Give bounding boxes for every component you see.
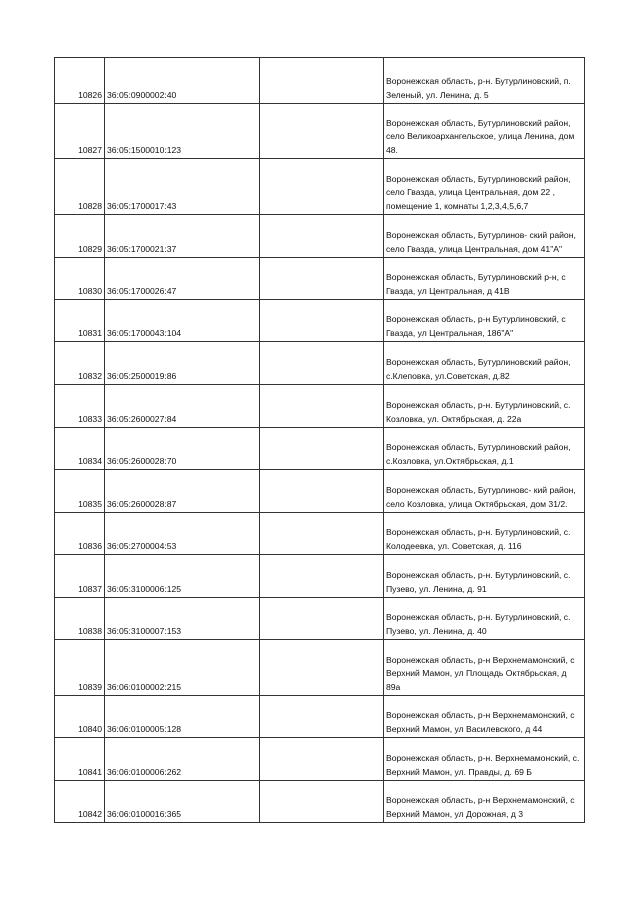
cadastral-number: 36:06:0100002:215 — [105, 640, 260, 696]
address-cell: Воронежская область, Бутурлинов- ский район, село Гвазда, улица Центральная, дом 41"А" — [384, 215, 585, 258]
empty-cell — [260, 696, 384, 738]
row-number: 10837 — [55, 555, 105, 598]
address-cell: Воронежская область, р-н Верхнемамонский, с Верхний Мамон, ул Дорожная, д 3 — [384, 781, 585, 823]
cadastral-number: 36:05:2500019:86 — [105, 342, 260, 385]
address-cell: Воронежская область, р-н. Бутурлиновский, п. Зеленый, ул. Ленина, д. 5 — [384, 58, 585, 104]
empty-cell — [260, 258, 384, 300]
cadastral-number: 36:05:1700017:43 — [105, 159, 260, 215]
address-cell: Воронежская область, р-н Верхнемамонский, с Верхний Мамон, ул Василевского, д 44 — [384, 696, 585, 738]
cadastral-number: 36:05:1500010:123 — [105, 104, 260, 159]
cadastral-number: 36:05:1700021:37 — [105, 215, 260, 258]
empty-cell — [260, 104, 384, 159]
row-number: 10835 — [55, 470, 105, 513]
cadastral-number: 36:05:1700043:104 — [105, 300, 260, 342]
row-number: 10842 — [55, 781, 105, 823]
address-cell: Воронежская область, р-н. Верхнемамонский, с. Верхний Мамон, ул. Правды, д. 69 Б — [384, 738, 585, 781]
row-number: 10836 — [55, 513, 105, 555]
table-row — [55, 640, 585, 696]
cadastral-number: 36:05:2600027:84 — [105, 385, 260, 428]
row-number: 10840 — [55, 696, 105, 738]
table-row — [55, 58, 585, 104]
table-row — [55, 104, 585, 159]
table-row — [55, 738, 585, 781]
table-row — [55, 300, 585, 342]
empty-cell — [260, 640, 384, 696]
table-row — [55, 513, 585, 555]
cadastral-number: 36:05:2600028:70 — [105, 428, 260, 470]
address-cell: Воронежская область, р-н. Бутурлиновский, с. Козловка, ул. Октябрьская, д. 22а — [384, 385, 585, 428]
table-row — [55, 159, 585, 215]
address-cell: Воронежская область, р-н. Бутурлиновский, с. Колодеевка, ул. Советская, д. 116 — [384, 513, 585, 555]
cadastral-number: 36:05:2600028:87 — [105, 470, 260, 513]
row-number: 10827 — [55, 104, 105, 159]
address-cell: Воронежская область, р-н. Бутурлиновский, с. Пузево, ул. Ленина, д. 40 — [384, 598, 585, 640]
table-row — [55, 470, 585, 513]
empty-cell — [260, 428, 384, 470]
empty-cell — [260, 513, 384, 555]
empty-cell — [260, 555, 384, 598]
cadastral-number: 36:05:0900002:40 — [105, 58, 260, 104]
address-cell: Воронежская область, Бутурлиновский район, с.Козловка, ул.Октябрьская, д.1 — [384, 428, 585, 470]
row-number: 10828 — [55, 159, 105, 215]
table-row — [55, 781, 585, 823]
table-row — [55, 696, 585, 738]
address-cell: Воронежская область, р-н Верхнемамонский, с Верхний Мамон, ул Площадь Октябрьская, д 89а — [384, 640, 585, 696]
empty-cell — [260, 58, 384, 104]
address-cell: Воронежская область, Бутурлиновский район, село Гвазда, улица Центральная, дом 22 , помещение 1, комнаты 1,2,3,4,5,6,7 — [384, 159, 585, 215]
address-cell: Воронежская область, р-н. Бутурлиновский, с. Пузево, ул. Ленина, д. 91 — [384, 555, 585, 598]
table-row — [55, 598, 585, 640]
cadastral-number: 36:06:0100006:262 — [105, 738, 260, 781]
empty-cell — [260, 342, 384, 385]
table-row — [55, 555, 585, 598]
cadastral-number: 36:05:2700004:53 — [105, 513, 260, 555]
row-number: 10838 — [55, 598, 105, 640]
table-row — [55, 258, 585, 300]
cadastral-number: 36:05:1700026:47 — [105, 258, 260, 300]
address-cell: Воронежская область, р-н Бутурлиновский, с Гвазда, ул Центральная, 186"А" — [384, 300, 585, 342]
row-number: 10833 — [55, 385, 105, 428]
row-number: 10834 — [55, 428, 105, 470]
row-number: 10831 — [55, 300, 105, 342]
cadastral-number: 36:05:3100007:153 — [105, 598, 260, 640]
registry-body — [55, 58, 585, 823]
address-cell: Воронежская область, Бутурлиновский р-н, с Гвазда, ул Центральная, д 41В — [384, 258, 585, 300]
empty-cell — [260, 598, 384, 640]
empty-cell — [260, 470, 384, 513]
empty-cell — [260, 300, 384, 342]
table-row — [55, 428, 585, 470]
empty-cell — [260, 781, 384, 823]
address-cell: Воронежская область, Бутурлиновс- кий район, село Козловка, улица Октябрьская, дом 31/2. — [384, 470, 585, 513]
empty-cell — [260, 738, 384, 781]
row-number: 10829 — [55, 215, 105, 258]
cadastral-number: 36:06:0100005:128 — [105, 696, 260, 738]
row-number: 10832 — [55, 342, 105, 385]
table-row — [55, 215, 585, 258]
registry-table — [54, 57, 585, 823]
address-cell: Воронежская область, Бутурлиновский район, с.Клеповка, ул.Советская, д.82 — [384, 342, 585, 385]
empty-cell — [260, 215, 384, 258]
row-number: 10839 — [55, 640, 105, 696]
cadastral-number: 36:06:0100016:365 — [105, 781, 260, 823]
empty-cell — [260, 385, 384, 428]
address-cell: Воронежская область, Бутурлиновский район, село Великоархангельское, улица Ленина, дом 48. — [384, 104, 585, 159]
table-row — [55, 342, 585, 385]
empty-cell — [260, 159, 384, 215]
table-row — [55, 385, 585, 428]
row-number: 10841 — [55, 738, 105, 781]
cadastral-number: 36:05:3100006:125 — [105, 555, 260, 598]
row-number: 10830 — [55, 258, 105, 300]
row-number: 10826 — [55, 58, 105, 104]
